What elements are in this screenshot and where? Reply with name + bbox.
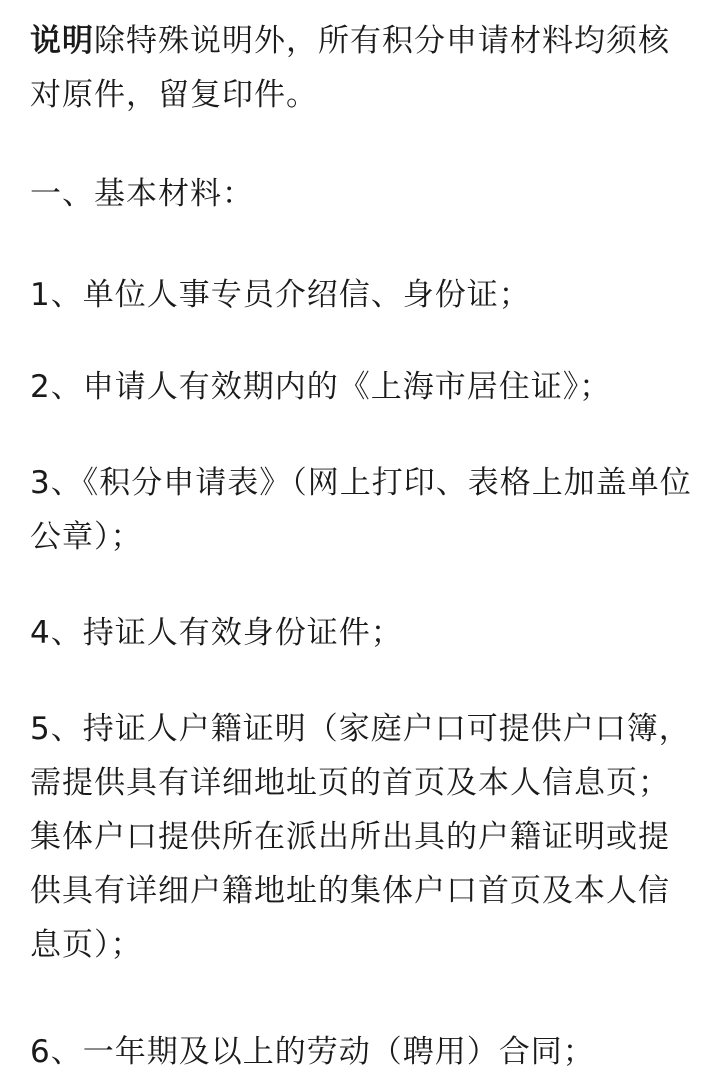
list-item-1: 1、单位人事专员介绍信、身份证； xyxy=(30,277,531,313)
section-heading: 一、基本材料： xyxy=(30,176,254,212)
note-paragraph xyxy=(30,14,698,122)
list-item-4: 4、持证人有效身份证件； xyxy=(30,615,403,651)
list-item-6: 6、一年期及以上的劳动（聘用）合同； xyxy=(30,1034,595,1070)
list-item-2: 2、申请人有效期内的《上海市居住证》； xyxy=(30,369,612,405)
list-item-5: 5、持证人户籍证明（家庭户口可提供户口簿，需提供具有详细地址页的首页及本人信息页；集体户口提供所在派出所出具的户籍证明或提供具有详细户籍地址的集体户口首页及本人信息页）； xyxy=(30,711,691,963)
note-text: 除特殊说明外，所有积分申请材料均须核对原件，留复印件。 xyxy=(30,23,670,113)
list-item-3: 3、《积分申请表》（网上打印、表格上加盖单位公章）； xyxy=(30,465,692,555)
note-label: 说明 xyxy=(30,23,94,59)
